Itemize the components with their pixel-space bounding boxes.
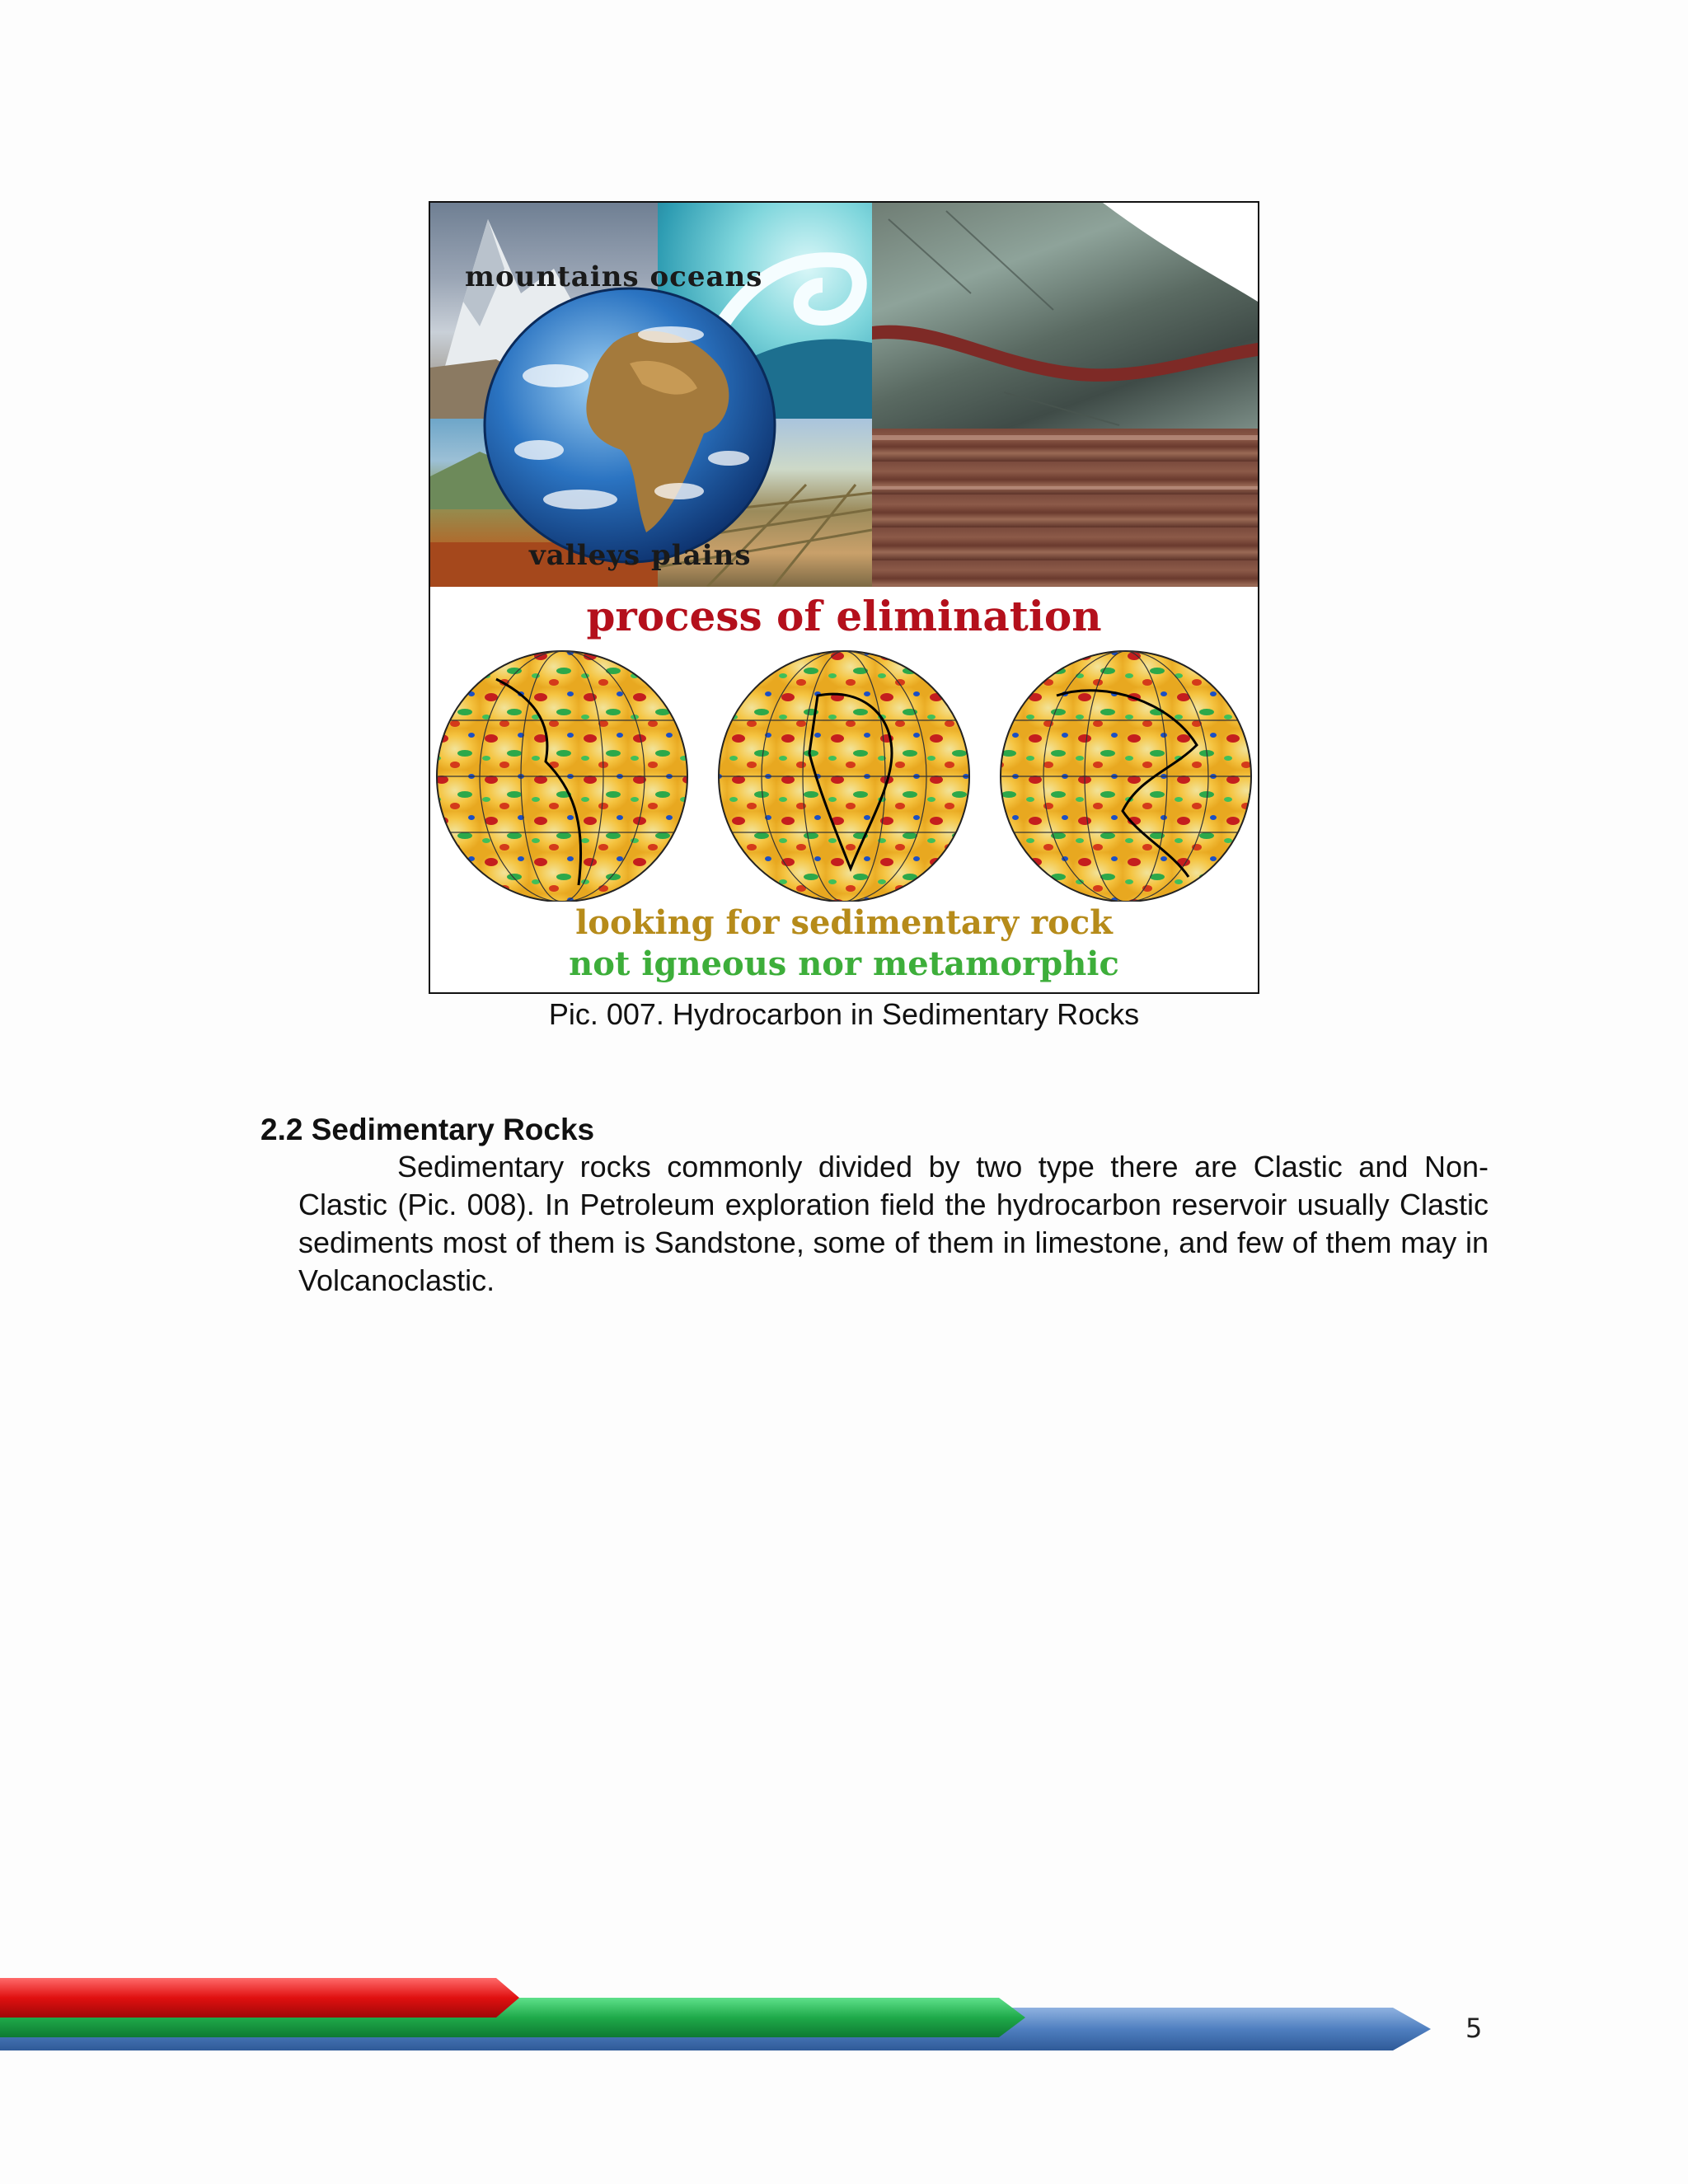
overlay-label-bottom: valleys plains [529, 539, 752, 572]
section-paragraph: Sedimentary rocks commonly divided by two type there are Clastic and Non- Clastic (Pic. 008). In Petroleum exploration field the hydrocarbon reservoir usually Clastic sediments most of them is Sandstone, some of them in limestone, and few of them may in Volcanoclastic. [298, 1150, 1489, 1297]
layers-shape [872, 429, 1258, 587]
globe-americas [437, 651, 687, 902]
figure-headline: process of elimination [586, 592, 1102, 640]
globe-africa [719, 651, 969, 902]
rock-outcrop-shape [872, 203, 1258, 429]
figure-line-sedimentary: looking for sedimentary rock [575, 903, 1113, 942]
figure-image [429, 201, 1259, 994]
footer-arrows [0, 1970, 1451, 2069]
figure-photo-collage [430, 203, 1258, 587]
figure-line-igneous: not igneous nor metamorphic [569, 944, 1119, 983]
page-number: 5 [1465, 2013, 1483, 2044]
globe-asia [1001, 651, 1251, 902]
section-heading: 2.2 Sedimentary Rocks [260, 1113, 595, 1146]
gravity-globes-panel [430, 587, 1258, 992]
earth-collage [430, 203, 872, 587]
figure-caption: Pic. 007. Hydrocarbon in Sedimentary Rocks [548, 997, 1140, 1031]
globe-maps [430, 646, 1258, 902]
rock-outcrop-photo [872, 203, 1258, 429]
overlay-label-top: mountains oceans [465, 260, 763, 293]
earth-globe-icon [481, 285, 778, 565]
footer-arrow-red [0, 1978, 519, 2018]
sedimentary-layers-photo [872, 429, 1258, 587]
